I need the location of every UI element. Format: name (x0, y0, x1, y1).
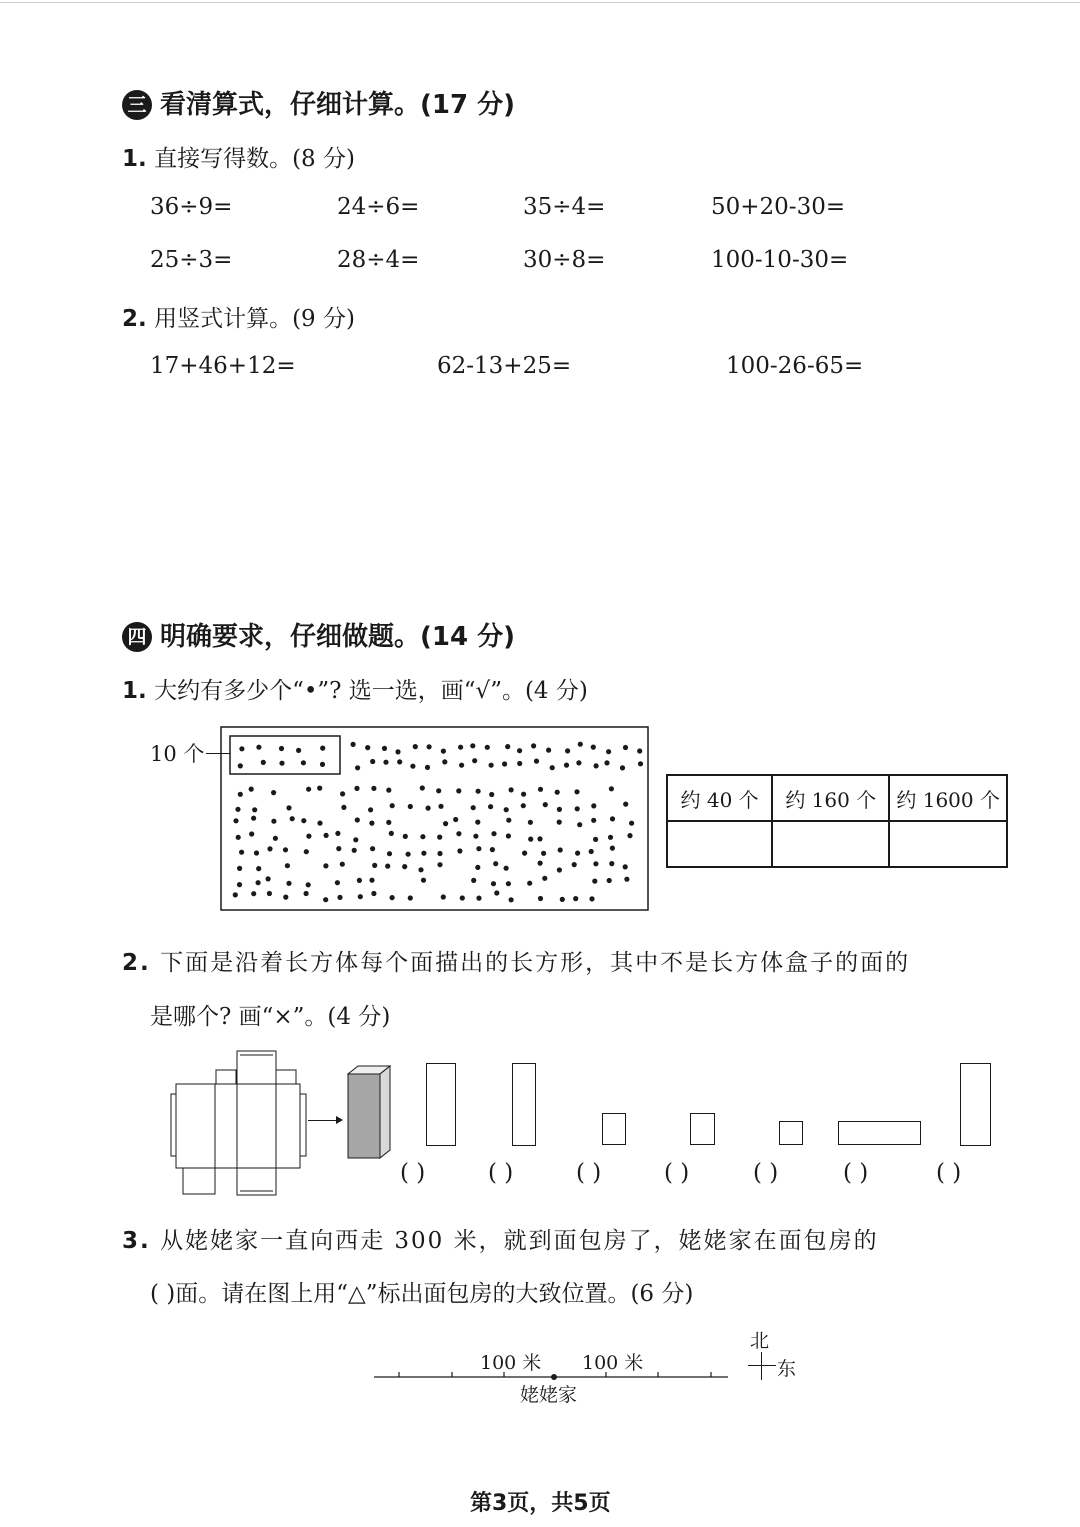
dot (457, 848, 462, 853)
dot (267, 846, 272, 851)
dot (509, 787, 514, 792)
dot (504, 807, 509, 812)
dot (557, 820, 562, 825)
dot (475, 865, 480, 870)
compass-north: 北 (750, 1330, 770, 1352)
face-rect-2[interactable] (512, 1063, 536, 1146)
dot (538, 861, 543, 866)
dot (286, 805, 291, 810)
dot (591, 745, 596, 750)
s3-q2-num: 2. (122, 306, 147, 332)
dot (395, 749, 400, 754)
dot-field (220, 726, 650, 912)
dot (279, 746, 284, 751)
dot (485, 745, 490, 750)
top-edge-line (0, 2, 1080, 3)
dot (471, 805, 476, 810)
dot (235, 807, 240, 812)
dot (233, 892, 238, 897)
dot (627, 833, 632, 838)
s4-q3-line2: ( )面。请在图上用“△”标出面包房的大致位置。(6 分) (150, 1281, 694, 1307)
dot (271, 790, 276, 795)
section3-title-text: 看清算式，仔细计算。(17 分) (160, 90, 515, 120)
dot (261, 760, 266, 765)
dot (453, 817, 458, 822)
dot (413, 744, 418, 749)
dot (522, 851, 527, 856)
dot (251, 816, 256, 821)
dot (528, 837, 533, 842)
dot (238, 763, 243, 768)
dot (370, 846, 375, 851)
s4-q1-num: 1. (122, 678, 147, 704)
dot (254, 850, 259, 855)
s4-q1 (122, 672, 588, 705)
section4-title-text: 明确要求，仔细做题。(14 分) (160, 622, 515, 652)
dot (340, 862, 345, 867)
dot (402, 864, 407, 869)
dot (426, 806, 431, 811)
dot (441, 894, 446, 899)
dot (593, 861, 598, 866)
dot (324, 833, 329, 838)
dot (504, 866, 509, 871)
face-rect-7[interactable] (960, 1063, 991, 1146)
dot (237, 866, 242, 871)
section4-badge: 四 (122, 622, 152, 652)
dot (283, 847, 288, 852)
s3-q1-expr: 35÷4= (523, 194, 606, 220)
dot (623, 802, 628, 807)
dot (557, 807, 562, 812)
dot (251, 891, 256, 896)
dot (306, 834, 311, 839)
s4-q3-num: 3. (122, 1228, 151, 1254)
s3-q1-expr: 100-10-30= (711, 247, 849, 273)
dot (337, 895, 342, 900)
face-rect-5[interactable] (779, 1121, 803, 1145)
s4-q3-line1 (122, 1222, 879, 1255)
dot (509, 897, 514, 902)
dot (323, 897, 328, 902)
dot (623, 745, 628, 750)
dot (607, 878, 612, 883)
answer-cell[interactable] (889, 821, 1007, 867)
dot (578, 742, 583, 747)
dot (389, 831, 394, 836)
dot (369, 878, 374, 883)
dot (386, 820, 391, 825)
dot (476, 846, 481, 851)
dot (370, 759, 375, 764)
dot (341, 805, 346, 810)
dot (368, 807, 373, 812)
dot (491, 831, 496, 836)
dot (354, 786, 359, 791)
dot (256, 880, 261, 885)
s4-q1-label-10: 10 个 (150, 742, 205, 766)
s3-q1-expr: 30÷8= (523, 247, 606, 273)
dot (491, 881, 496, 886)
dot (352, 848, 357, 853)
dot (443, 821, 448, 826)
dot (437, 851, 442, 856)
page-footer: 第3页，共5页 (470, 1491, 611, 1516)
dot (610, 816, 615, 821)
dot (267, 891, 272, 896)
dot (383, 760, 388, 765)
dot (593, 837, 598, 842)
s3-q1-expr: 24÷6= (337, 194, 420, 220)
s3-q2-expr: 62-13+25= (437, 353, 572, 379)
dot (285, 863, 290, 868)
dot (608, 835, 613, 840)
dot (418, 867, 423, 872)
sample-10-box (230, 736, 340, 774)
dot (442, 759, 447, 764)
dot (437, 862, 442, 867)
s3-q1-text: 直接写得数。(8 分) (154, 146, 355, 172)
dot (564, 763, 569, 768)
dot (560, 897, 565, 902)
answer-paren-3[interactable]: ( ) (576, 1160, 602, 1186)
dot (301, 818, 306, 823)
dot (266, 876, 271, 881)
dot (575, 806, 580, 811)
dot (489, 792, 494, 797)
dot (390, 803, 395, 808)
dot (382, 746, 387, 751)
dot (390, 895, 395, 900)
s3-q2-expr: 17+46+12= (150, 353, 296, 379)
dot (594, 763, 599, 768)
dot (506, 833, 511, 838)
dot (371, 891, 376, 896)
dot (565, 748, 570, 753)
dot (592, 879, 597, 884)
option-1600: 约 1600 个 (889, 775, 1007, 821)
dot (239, 746, 244, 751)
dot (397, 759, 402, 764)
dot (358, 894, 363, 899)
dot (489, 763, 494, 768)
s3-q2-expr: 100-26-65= (726, 353, 864, 379)
dot (609, 786, 614, 791)
dot (406, 852, 411, 857)
s3-q1-expr: 36÷9= (150, 194, 233, 220)
answer-paren-6[interactable]: ( ) (843, 1160, 869, 1186)
answer-paren-4[interactable]: ( ) (664, 1160, 690, 1186)
compass-horizontal (748, 1365, 776, 1366)
dot (236, 835, 241, 840)
dot (506, 818, 511, 823)
dot (304, 849, 309, 854)
dot (538, 787, 543, 792)
dot-field-border (221, 727, 648, 910)
answer-paren-1[interactable]: ( ) (400, 1160, 426, 1186)
dot (493, 861, 498, 866)
dot (279, 761, 284, 766)
dot (610, 846, 615, 851)
dot (357, 878, 362, 883)
dot (638, 761, 643, 766)
dot (301, 760, 306, 765)
dot (537, 836, 542, 841)
dot (591, 818, 596, 823)
s3-q2 (122, 300, 355, 333)
s4-q2-text-1: 下面是沿着长方体每个面描出的长方形，其中不是长方体盒子的面的 (160, 950, 911, 976)
dot (557, 867, 562, 872)
dot (249, 787, 254, 792)
compass-vertical (761, 1352, 762, 1380)
s3-q1-expr: 50+20-30= (711, 194, 846, 220)
section3-badge: 三 (122, 90, 152, 120)
face-rect-1[interactable] (426, 1063, 456, 1146)
dot (408, 804, 413, 809)
dot (517, 748, 522, 753)
dot (290, 816, 295, 821)
dot (410, 764, 415, 769)
dot (528, 820, 533, 825)
dot (436, 788, 441, 793)
dot (460, 895, 465, 900)
dot (256, 866, 261, 871)
dot (527, 881, 532, 886)
options-table (666, 774, 1008, 868)
dot (574, 789, 579, 794)
s3-q2-text: 用竖式计算。(9 分) (154, 306, 355, 332)
option-40: 约 40 个 (667, 775, 772, 821)
answer-paren-7[interactable]: ( ) (936, 1160, 962, 1186)
dot (403, 834, 408, 839)
dot (317, 821, 322, 826)
scale-label-right: 100 米 (582, 1352, 644, 1374)
dot (273, 836, 278, 841)
dot (456, 831, 461, 836)
dot (371, 786, 376, 791)
dot (521, 792, 526, 797)
dot (575, 851, 580, 856)
dot (441, 749, 446, 754)
dot (296, 748, 301, 753)
s4-q2-line1 (122, 944, 910, 977)
answer-cell[interactable] (772, 821, 889, 867)
dot (577, 822, 582, 827)
dot (456, 788, 461, 793)
dot (252, 807, 257, 812)
dot (249, 831, 254, 836)
face-rect-4[interactable] (690, 1113, 715, 1145)
dot (256, 745, 261, 750)
answer-paren-2[interactable]: ( ) (488, 1160, 514, 1186)
dot (555, 790, 560, 795)
dot (476, 789, 481, 794)
net-arrow-head (336, 1116, 343, 1124)
box-net-diagram (168, 1046, 308, 1198)
dot (629, 821, 634, 826)
compass-east: 东 (777, 1358, 797, 1380)
s3-q1-expr: 28÷4= (337, 247, 420, 273)
dot (306, 787, 311, 792)
dot (609, 861, 614, 866)
dot (336, 846, 341, 851)
dot (427, 744, 432, 749)
dot (546, 748, 551, 753)
option-160: 约 160 个 (772, 775, 889, 821)
s3-q1-num: 1. (122, 146, 147, 172)
dot (591, 803, 596, 808)
face-rect-6[interactable] (838, 1121, 921, 1145)
dot (620, 765, 625, 770)
dot (233, 818, 238, 823)
s4-q1-text: 大约有多少个“•”? 选一选，画“√”。(4 分) (154, 678, 588, 704)
dot (589, 896, 594, 901)
dot (473, 834, 478, 839)
dot (239, 850, 244, 855)
dot (606, 749, 611, 754)
s4-q3-text-1: 从姥姥家一直向西走 300 米，就到面包房了，姥姥家在面包房的 (160, 1228, 879, 1254)
dot (372, 863, 377, 868)
dot (387, 851, 392, 856)
dot (353, 837, 358, 842)
dot (320, 746, 325, 751)
dot (237, 882, 242, 887)
dot (550, 765, 555, 770)
dot (420, 785, 425, 790)
dot (476, 896, 481, 901)
dot (623, 864, 628, 869)
s4-q2-line2: 是哪个? 画“×”。(4 分) (150, 1004, 391, 1030)
dot (470, 743, 475, 748)
dot (506, 881, 511, 886)
dot (335, 880, 340, 885)
section3-title (122, 84, 515, 121)
dot (488, 804, 493, 809)
dot (576, 760, 581, 765)
dot (385, 864, 390, 869)
dot (502, 761, 507, 766)
dot (355, 765, 360, 770)
dot (355, 817, 360, 822)
dot (490, 847, 495, 852)
dot (572, 862, 577, 867)
dot (472, 758, 477, 763)
dot (541, 851, 546, 856)
dot (340, 791, 345, 796)
answer-cell[interactable] (667, 821, 772, 867)
dot (437, 835, 442, 840)
dot (238, 792, 243, 797)
dot (534, 759, 539, 764)
dot (408, 895, 413, 900)
dot (471, 878, 476, 883)
dot (317, 786, 322, 791)
s4-q2-num: 2. (122, 950, 151, 976)
dot (542, 876, 547, 881)
dot (351, 742, 356, 747)
scale-label-left: 100 米 (480, 1352, 542, 1374)
dot (521, 803, 526, 808)
face-rect-3[interactable] (602, 1113, 626, 1145)
dot (538, 896, 543, 901)
dot (458, 745, 463, 750)
dot (365, 745, 370, 750)
cuboid (346, 1064, 392, 1160)
dot (335, 831, 340, 836)
dot (459, 763, 464, 768)
dot (420, 834, 425, 839)
dot (369, 821, 374, 826)
dot (286, 881, 291, 886)
dot (475, 820, 480, 825)
dot (573, 896, 578, 901)
s3-q1 (122, 140, 355, 173)
dot (271, 819, 276, 824)
dot (304, 891, 309, 896)
dot (558, 847, 563, 852)
dot (589, 849, 594, 854)
dot (494, 890, 499, 895)
dot (624, 877, 629, 882)
dot (421, 878, 426, 883)
dot (320, 762, 325, 767)
dot (531, 743, 536, 748)
dot (438, 804, 443, 809)
dot (306, 882, 311, 887)
dot (637, 748, 642, 753)
dot (425, 765, 430, 770)
dot (604, 760, 609, 765)
home-label: 姥姥家 (520, 1384, 578, 1406)
s3-q1-expr: 25÷3= (150, 247, 233, 273)
dot (517, 761, 522, 766)
dot (283, 895, 288, 900)
section4-title (122, 616, 515, 653)
dot (386, 788, 391, 793)
dot (323, 863, 328, 868)
dot (543, 802, 548, 807)
dot (505, 744, 510, 749)
answer-paren-5[interactable]: ( ) (753, 1160, 779, 1186)
dot (421, 851, 426, 856)
